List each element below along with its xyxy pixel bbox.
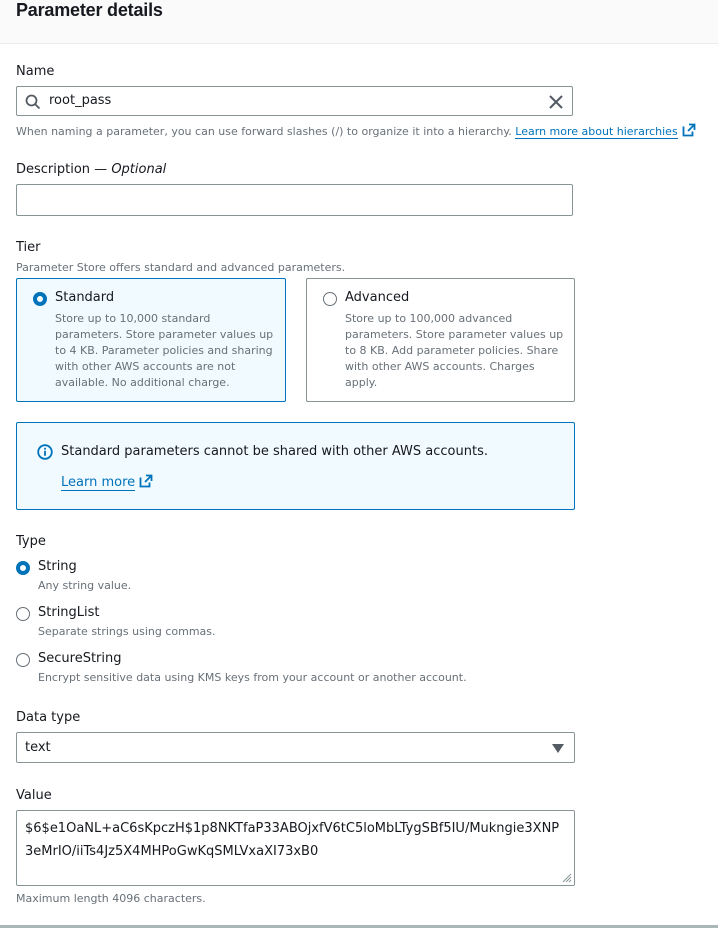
type-string-desc: Any string value. — [38, 579, 132, 592]
radio-unselected-icon[interactable] — [16, 607, 30, 621]
value-text[interactable]: $6$e1OaNL+aC6sKpczH$1p8NKTfaP33ABOjxfV6tC5loMbLTygSBf5IU/Mukngie3XNP3eMrIO/iiTs4Jz5X4MHPoGwKqSMLVxaXI73xB0 — [25, 821, 560, 859]
name-hint-text: When naming a parameter, you can use forward slashes (/) to organize it into a hierarchy. — [16, 125, 516, 138]
learn-more-hierarchies-link[interactable]: Learn more about hierarchies — [515, 125, 678, 138]
value-hint: Maximum length 4096 characters. — [16, 892, 206, 905]
tier-advanced-desc: Store up to 100,000 advanced parameters. Store parameter values up to 8 KB. Add parameter policies. Share with other AWS accounts. Charges apply. — [345, 312, 564, 389]
tier-standard-desc: Store up to 10,000 standard parameters. Store parameter values up to 4 KB. Parameter policies and sharing with other AWS accounts are not available. No additional charge. — [55, 312, 274, 389]
name-hint — [16, 123, 696, 138]
radio-unselected-icon[interactable] — [323, 292, 337, 306]
tier-advanced-title: Advanced — [345, 290, 410, 305]
type-string-title: String — [38, 559, 77, 574]
info-message: Standard parameters cannot be shared with other AWS accounts. — [61, 444, 488, 459]
external-link-icon[interactable] — [139, 474, 153, 488]
tier-option-standard[interactable] — [16, 278, 286, 402]
radio-selected-icon[interactable] — [33, 292, 47, 306]
tier-standard-title: Standard — [55, 290, 115, 305]
tier-label: Tier — [16, 240, 41, 255]
type-securestring-title: SecureString — [38, 651, 122, 666]
info-icon — [37, 444, 53, 460]
value-textarea[interactable] — [16, 810, 575, 886]
name-field[interactable] — [16, 86, 573, 116]
description-label — [16, 162, 166, 177]
data-type-value: text — [25, 740, 51, 755]
type-label: Type — [16, 534, 46, 549]
tier-hint: Parameter Store offers standard and advanced parameters. — [16, 261, 346, 274]
section-header — [0, 0, 718, 44]
search-icon — [25, 94, 41, 110]
optional-tag: Optional — [111, 162, 167, 177]
type-securestring-desc: Encrypt sensitive data using KMS keys from your account or another account. — [38, 671, 467, 684]
tier-option-advanced[interactable] — [306, 278, 575, 402]
name-value[interactable]: root_pass — [49, 93, 112, 108]
resize-handle-icon[interactable] — [562, 873, 572, 883]
data-type-label: Data type — [16, 710, 81, 725]
caret-down-icon — [552, 744, 564, 753]
page-title: Parameter details — [16, 0, 163, 20]
info-alert — [16, 422, 575, 510]
data-type-select[interactable] — [16, 732, 575, 763]
description-field[interactable] — [16, 184, 573, 216]
external-link-icon[interactable] — [682, 123, 696, 137]
name-label: Name — [16, 64, 55, 79]
description-label-text: Description — — [16, 162, 112, 177]
type-stringlist-title: StringList — [38, 605, 100, 620]
learn-more — [61, 474, 153, 490]
radio-selected-icon[interactable] — [16, 561, 30, 575]
value-label: Value — [16, 788, 52, 803]
radio-unselected-icon[interactable] — [16, 653, 30, 667]
type-stringlist-desc: Separate strings using commas. — [38, 625, 216, 638]
clear-icon[interactable] — [548, 94, 564, 110]
learn-more-link[interactable]: Learn more — [61, 475, 136, 490]
